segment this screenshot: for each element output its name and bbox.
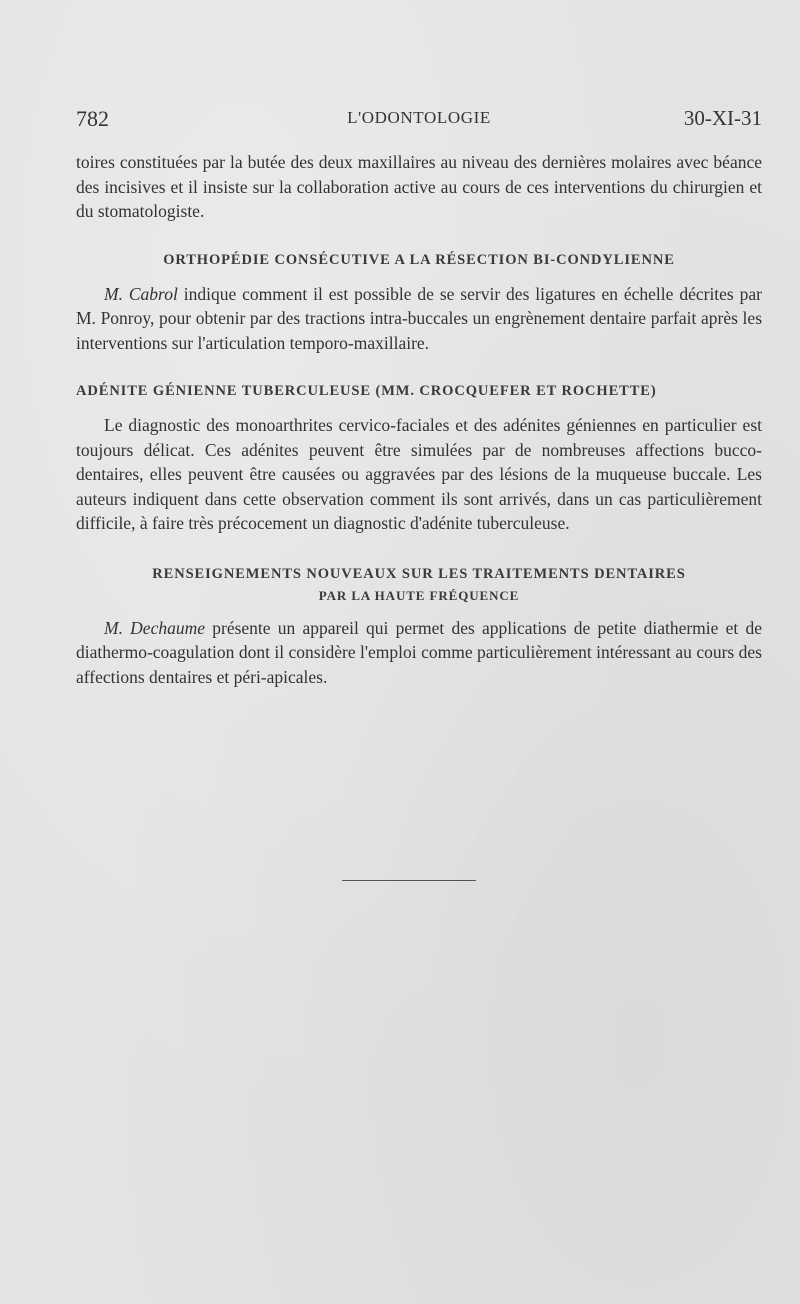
running-head — [76, 100, 762, 136]
section-title-adenite: ADÉNITE GÉNIENNE TUBERCULEUSE (MM. CROCQUEFER ET ROCHETTE) — [76, 383, 657, 399]
page-number: 782 — [76, 106, 109, 131]
author-dechaume: M. Dechaume — [104, 617, 206, 638]
paragraph-dechaume — [76, 616, 762, 690]
section-title-orthopedie: ORTHOPÉDIE CONSÉCUTIVE A LA RÉSECTION BI-CONDYLIENNE — [163, 251, 675, 268]
paragraph-cabrol — [76, 282, 762, 356]
end-rule — [342, 880, 476, 881]
section-title-renseignements-line2: PAR LA HAUTE FRÉQUENCE — [318, 587, 520, 603]
issue-date: 30-XI-31 — [683, 106, 762, 130]
journal-title: L'ODONTOLOGIE — [347, 108, 491, 127]
paragraph-dechaume-text: présente un appareil qui permet des applications de petite diathermie et de diathermo-coagulation dont il considère l'emploi comme particulièrement intéressant au cours des affections dentaires et péri-apicales. — [76, 617, 763, 687]
paragraph-adenite: Le diagnostic des monoarthrites cervico-faciales et des adénites géniennes en particulier est toujours délicat. Ces adénites peuvent être simulées par de nombreuses affections bucco-dentaires, elles peuvent être causées ou aggravées par des lésions de la muqueuse buccale. Les auteurs indiquent dans cette observation comment ils sont arrivés, dans un cas particulièrement difficile, à faire très précocement un diagnostic d'adénite tuberculeuse. — [76, 415, 762, 533]
section-title-renseignements: RENSEIGNEMENTS NOUVEAUX SUR LES TRAITEMENTS DENTAIRES — [152, 565, 686, 582]
intro-paragraph: toires constituées par la butée des deux maxillaires au niveau des dernières molaires avec béance des incisives et il insiste sur la collaboration active au cours de ces interventions du chirurgien et du stomatologiste. — [76, 152, 762, 221]
paragraph-cabrol-text: indique comment il est possible de se servir des ligatures en échelle décrites par M. Ponroy, pour obtenir par des tractions intra-buccales un engrènement dentaire parfait après les interventions sur l'articulation temporo-maxillaire. — [76, 283, 762, 353]
author-cabrol: M. Cabrol — [104, 283, 178, 304]
page — [76, 100, 762, 689]
